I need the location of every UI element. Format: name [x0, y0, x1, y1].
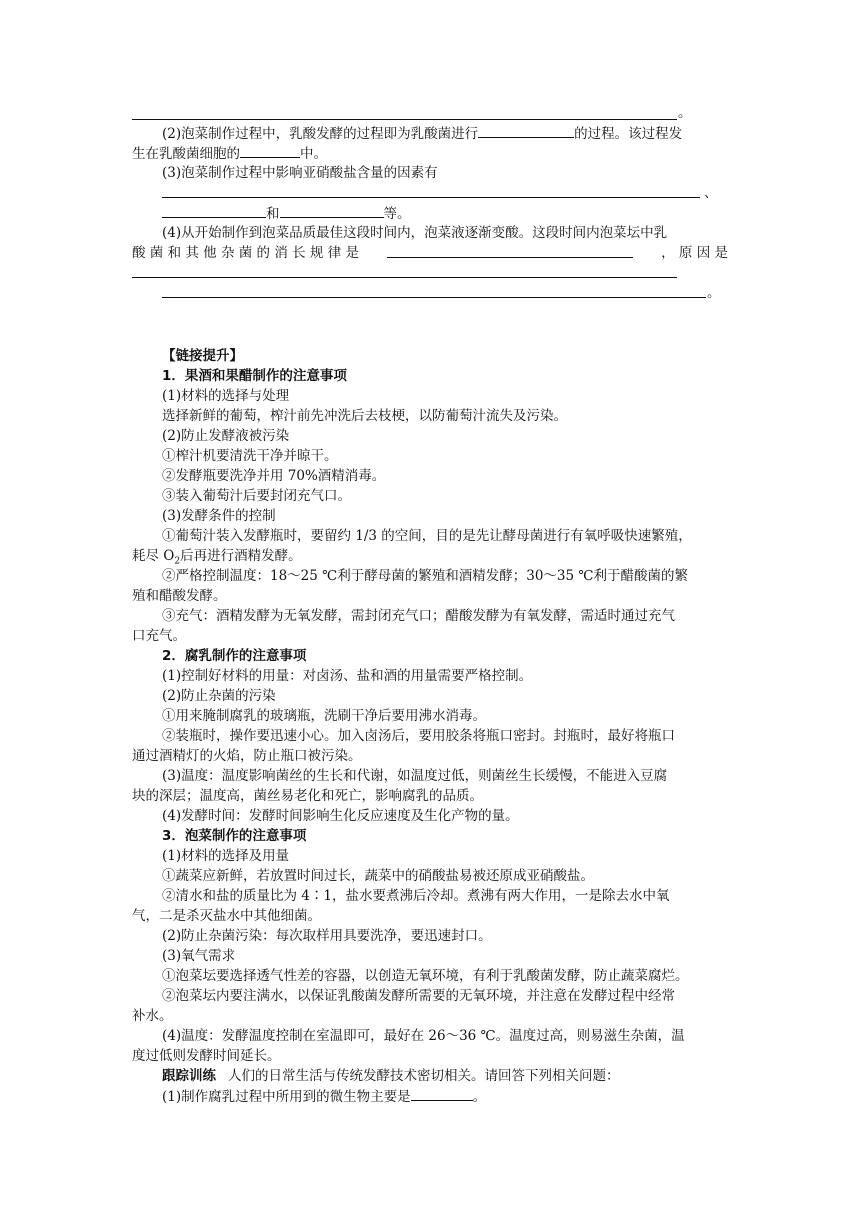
question-3-line-3: 和 等。	[162, 204, 411, 223]
paragraph: (4)温度：发酵温度控制在室温即可，最好在 26～36 ℃。温度过高，则易滋生杂菌，温	[162, 1028, 685, 1044]
paragraph: (3)温度：温度影响菌丝的生长和代谢，如温度过低，则菌丝生长缓慢，不能进入豆腐	[162, 768, 668, 784]
training-intro: 跟踪训练 人们的日常生活与传统发酵技术密切相关。请回答下列相关问题：	[162, 1068, 620, 1084]
list-item: ①葡萄汁装入发酵瓶时，要留约 1/3 的空间，目的是先让酵母菌进行有氧呼吸快速繁殖，	[162, 528, 692, 544]
paragraph-cont: 度过低则发酵时间延长。	[132, 1048, 281, 1064]
list-item-cont: 通过酒精灯的火焰，防止瓶口被污染。	[132, 748, 362, 764]
list-item-cont: 补水。	[132, 1008, 173, 1024]
question-3-line-1: (3)泡菜制作过程中影响亚硝酸盐含量的因素有	[162, 165, 438, 181]
question-4-line-2: 酸 菌 和 其 他 杂 菌 的 消 长 规 律 是 ， 原 因 是	[132, 245, 728, 261]
list-item: ②发酵瓶要洗净并用 70%酒精消毒。	[162, 468, 386, 484]
section-heading: 【链接提升】	[162, 348, 243, 364]
answer-blank[interactable]	[280, 204, 384, 218]
paragraph: (4)发酵时间：发酵时间影响生化反应速度及生化产物的量。	[162, 808, 519, 824]
item-title: (2)防止杂菌的污染	[162, 688, 276, 704]
list-item-cont: 耗尽 $O_2$后再进行酒精发酵。	[132, 548, 302, 567]
paragraph: (2)防止杂菌污染：每次取样用具要洗净，要迅速封口。	[162, 928, 492, 944]
list-item: ②清水和盐的质量比为 4∶1，盐水要煮沸后冷却。煮沸有两大作用，一是除去水中氧	[162, 888, 670, 904]
answer-blank[interactable]	[478, 124, 574, 138]
subsection-title-1: 1．果酒和果醋制作的注意事项	[162, 368, 347, 384]
list-item: ①榨汁机要清洗干净并晾干。	[162, 448, 338, 464]
period: 。	[707, 285, 721, 301]
list-item: ②装瓶时，操作要迅速小心。加入卤汤后，要用胶条将瓶口密封。封瓶时，最好将瓶口	[162, 728, 675, 744]
paragraph: 选择新鲜的葡萄，榨汁前先冲洗后去枝梗，以防葡萄汁流失及污染。	[162, 408, 567, 424]
period: 。	[678, 105, 692, 121]
paragraph: (1)控制好材料的用量：对卤汤、盐和酒的用量需要严格控制。	[162, 668, 533, 684]
paragraph-cont: 块的深层；温度高，菌丝易老化和死亡，影响腐乳的品质。	[132, 788, 483, 804]
list-item-cont: 殖和醋酸发酵。	[132, 588, 227, 604]
list-item: ③装入葡萄汁后要封闭充气口。	[162, 488, 351, 504]
subsection-title-2: 2．腐乳制作的注意事项	[162, 648, 307, 664]
answer-line[interactable]	[162, 297, 706, 298]
item-title: (1)材料的选择及用量	[162, 848, 290, 864]
answer-line[interactable]	[162, 197, 700, 198]
list-item: ①用来腌制腐乳的玻璃瓶，洗刷干净后要用沸水消毒。	[162, 708, 486, 724]
list-item: ③充气：酒精发酵为无氧发酵，需封闭充气口；醋酸发酵为有氧发酵，需适时通过充气	[162, 608, 675, 624]
question-2-line-2: 生在乳酸菌细胞的 中。	[132, 146, 327, 162]
answer-blank[interactable]	[387, 244, 633, 258]
item-title: (1)材料的选择与处理	[162, 388, 290, 404]
list-item: ①蔬菜应新鲜，若放置时间过长，蔬菜中的硝酸盐易被还原成亚硝酸盐。	[162, 868, 594, 884]
question-2-line-1: (2)泡菜制作过程中，乳酸发酵的过程即为乳酸菌进行 的过程。该过程发	[162, 126, 683, 142]
separator: 、	[704, 185, 718, 201]
answer-blank[interactable]	[162, 204, 266, 218]
answer-blank[interactable]	[240, 144, 300, 158]
subsection-title-3: 3．泡菜制作的注意事项	[162, 828, 307, 844]
training-question-1: (1)制作腐乳过程中所用到的微生物主要是 。	[162, 1089, 487, 1105]
item-title: (3)氧气需求	[162, 948, 236, 964]
item-title: (3)发酵条件的控制	[162, 508, 276, 524]
list-item-cont: 口充气。	[132, 628, 186, 644]
list-item-cont: 气，二是杀灭盐水中其他细菌。	[132, 908, 321, 924]
item-title: (2)防止发酵液被污染	[162, 428, 290, 444]
answer-line	[132, 119, 677, 120]
list-item: ②严格控制温度：18～25 ℃利于酵母菌的繁殖和酒精发酵；30～35 ℃利于醋酸菌的繁	[162, 568, 688, 584]
answer-blank[interactable]	[411, 1087, 473, 1101]
question-4-line-1: (4)从开始制作到泡菜品质最佳这段时间内，泡菜液逐渐变酸。这段时间内泡菜坛中乳	[162, 225, 668, 241]
list-item: ①泡菜坛要选择透气性差的容器，以创造无氧环境，有利于乳酸菌发酵，防止蔬菜腐烂。	[162, 968, 689, 984]
answer-line[interactable]	[132, 277, 677, 278]
list-item: ②泡菜坛内要注满水，以保证乳酸菌发酵所需要的无氧环境，并注意在发酵过程中经常	[162, 988, 675, 1004]
